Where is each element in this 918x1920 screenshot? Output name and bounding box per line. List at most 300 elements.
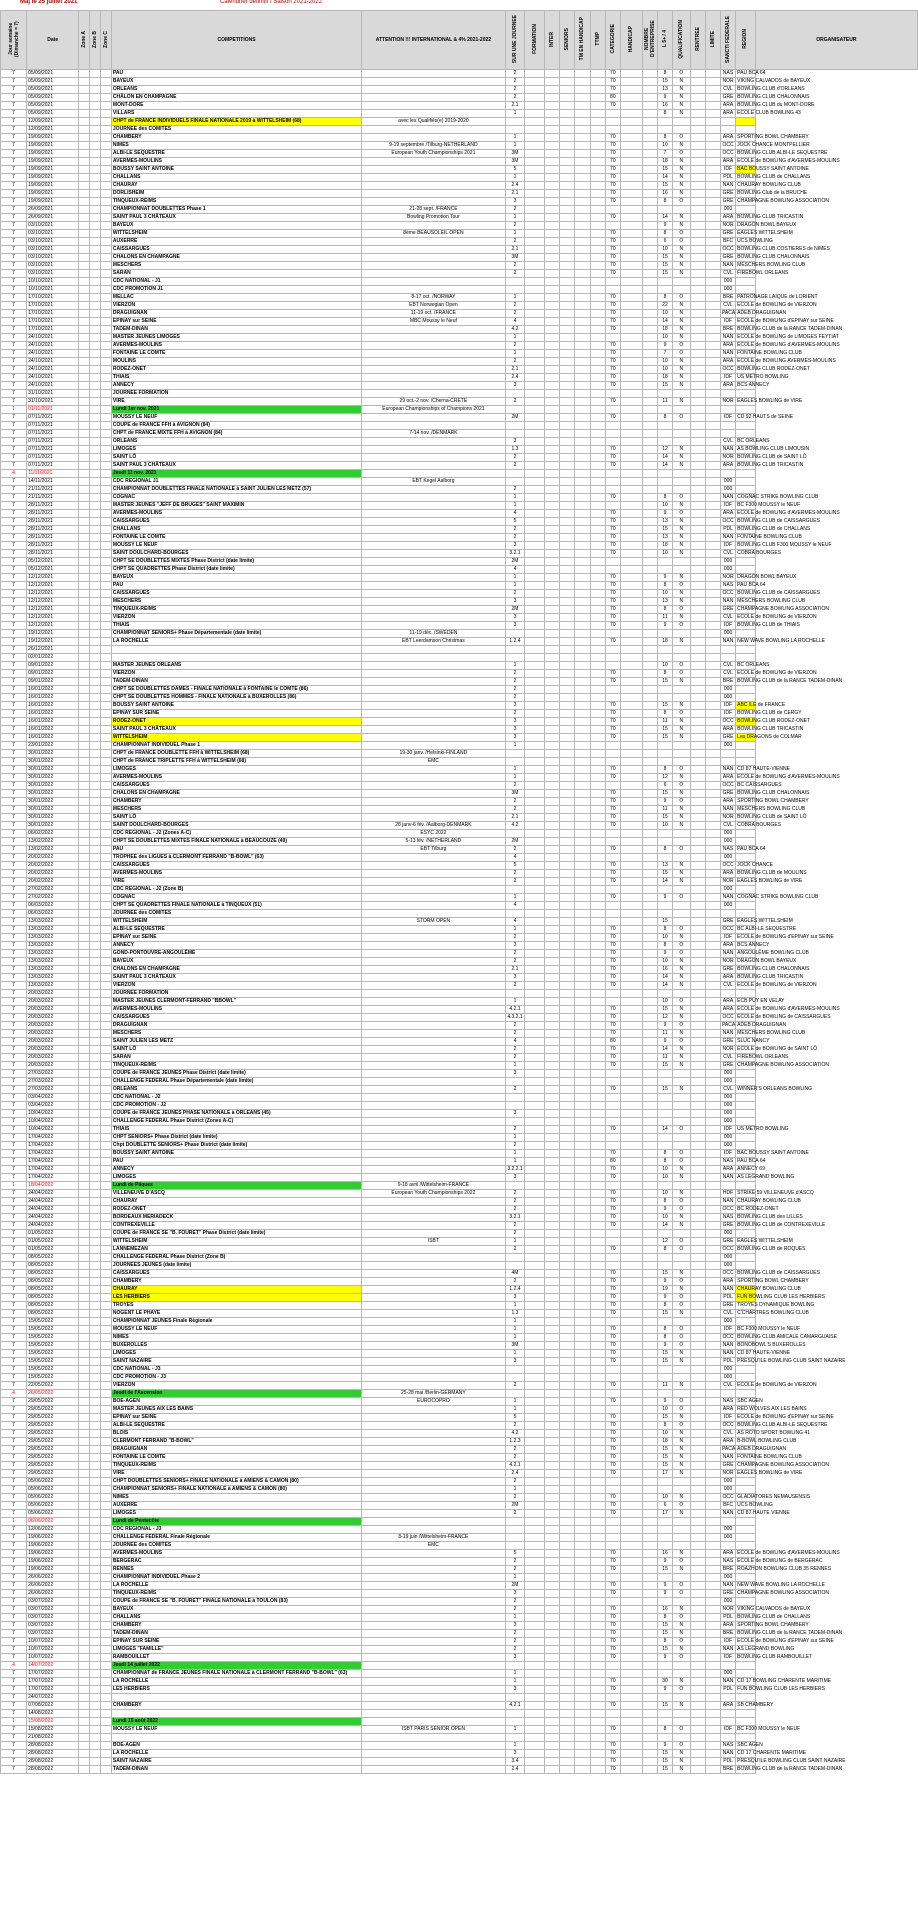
cell-zone-b[interactable] xyxy=(90,342,101,350)
cell-organisateur[interactable]: BOWLING CLUB des LILLES xyxy=(737,1214,803,1221)
cell-note[interactable] xyxy=(362,110,506,118)
cell-limite[interactable] xyxy=(690,1486,705,1494)
cell-rentree[interactable]: N xyxy=(673,1054,690,1062)
table-row[interactable] xyxy=(1,1574,918,1582)
cell-note[interactable] xyxy=(362,1086,506,1094)
cell-region[interactable]: OCC xyxy=(720,142,735,150)
cell-zone-b[interactable] xyxy=(90,1278,101,1286)
cell-formation[interactable] xyxy=(525,750,545,758)
cell-zone-b[interactable] xyxy=(90,566,101,574)
cell-categorie[interactable]: 70 xyxy=(605,1014,620,1022)
cell-handicap[interactable] xyxy=(620,214,642,222)
cell-entreprise[interactable] xyxy=(642,230,657,238)
cell-region[interactable] xyxy=(720,750,735,758)
cell-qualification[interactable] xyxy=(657,390,672,398)
cell-zone-a[interactable] xyxy=(79,1718,90,1726)
cell-organisateur[interactable]: WINNER'S ORLEANS BOWLING xyxy=(737,1086,813,1093)
cell-handicap[interactable] xyxy=(620,846,642,854)
cell-organisateur[interactable]: BOWLING CLUB RODEZ-ONET xyxy=(737,366,810,373)
table-row[interactable] xyxy=(1,966,918,974)
cell-note[interactable] xyxy=(362,254,506,262)
cell-zone-a[interactable] xyxy=(79,590,90,598)
cell-date[interactable]: 27/03/2022 xyxy=(27,1078,79,1086)
cell-zone-b[interactable] xyxy=(90,278,101,286)
cell-limite[interactable] xyxy=(690,718,705,726)
cell-zone-b[interactable] xyxy=(90,446,101,454)
cell-inter[interactable] xyxy=(544,1574,559,1582)
table-row[interactable] xyxy=(1,862,918,870)
cell-semaine[interactable]: 7 xyxy=(1,1678,27,1686)
cell-formation[interactable] xyxy=(525,790,545,798)
cell-seniors[interactable] xyxy=(560,822,575,830)
cell-semaine[interactable]: 7 xyxy=(1,1406,27,1414)
cell-rentree[interactable] xyxy=(673,1574,690,1582)
cell-tmp[interactable] xyxy=(590,374,605,382)
cell-region[interactable]: IDF xyxy=(720,374,735,382)
cell-qualification[interactable]: 18 xyxy=(657,326,672,334)
cell-zone-b[interactable] xyxy=(90,726,101,734)
cell-handicap[interactable] xyxy=(620,534,642,542)
cell-date[interactable]: 16/01/2022 xyxy=(27,726,79,734)
cell-semaine[interactable]: 7 xyxy=(1,1102,27,1110)
table-row[interactable] xyxy=(1,1478,918,1486)
cell-categorie[interactable]: 70 xyxy=(605,510,620,518)
cell-note[interactable] xyxy=(362,166,506,174)
cell-region[interactable]: NAN xyxy=(720,1646,735,1654)
cell-rentree[interactable]: N xyxy=(673,542,690,550)
cell-seniors[interactable] xyxy=(560,678,575,686)
cell-sur-une-journee[interactable] xyxy=(505,1662,525,1670)
cell-tmp[interactable] xyxy=(590,174,605,182)
cell-rentree[interactable] xyxy=(673,1374,690,1382)
cell-region[interactable]: GRE xyxy=(720,254,735,262)
cell-formation[interactable] xyxy=(525,1302,545,1310)
cell-region[interactable]: 000 xyxy=(720,278,735,286)
cell-zone-a[interactable] xyxy=(79,574,90,582)
table-row[interactable] xyxy=(1,558,918,566)
cell-date[interactable]: 14/07/2022 xyxy=(27,1662,79,1670)
cell-semaine[interactable]: 7 xyxy=(1,174,27,182)
cell-note[interactable] xyxy=(362,198,506,206)
cell-date[interactable]: 17/07/2022 xyxy=(27,1678,79,1686)
cell-handicap[interactable] xyxy=(620,166,642,174)
cell-sanction[interactable] xyxy=(705,190,720,198)
cell-sanction[interactable] xyxy=(705,286,720,294)
cell-tm-handicap[interactable] xyxy=(575,206,590,214)
cell-competition[interactable]: BUXEROLLES xyxy=(111,1342,361,1350)
cell-rentree[interactable] xyxy=(673,1710,690,1718)
cell-qualification[interactable]: 15 xyxy=(657,1086,672,1094)
cell-zone-c[interactable] xyxy=(101,902,112,910)
cell-note[interactable] xyxy=(362,1470,506,1478)
cell-inter[interactable] xyxy=(544,1118,559,1126)
cell-tmp[interactable] xyxy=(590,1470,605,1478)
cell-handicap[interactable] xyxy=(620,750,642,758)
cell-qualification[interactable]: 9 xyxy=(657,1590,672,1598)
cell-sanction[interactable] xyxy=(705,1438,720,1446)
cell-semaine[interactable]: 7 xyxy=(1,574,27,582)
cell-handicap[interactable] xyxy=(620,1646,642,1654)
cell-categorie[interactable]: 70 xyxy=(605,198,620,206)
cell-tmp[interactable] xyxy=(590,1094,605,1102)
cell-rentree[interactable]: N xyxy=(673,446,690,454)
table-row[interactable] xyxy=(1,622,918,630)
cell-zone-a[interactable] xyxy=(79,1358,90,1366)
cell-sanction[interactable] xyxy=(705,1158,720,1166)
cell-entreprise[interactable] xyxy=(642,486,657,494)
cell-entreprise[interactable] xyxy=(642,94,657,102)
cell-region[interactable]: 000 xyxy=(720,1598,735,1606)
cell-zone-b[interactable] xyxy=(90,1110,101,1118)
cell-seniors[interactable] xyxy=(560,1606,575,1614)
cell-handicap[interactable] xyxy=(620,566,642,574)
cell-note[interactable] xyxy=(362,886,506,894)
cell-date[interactable]: 24/04/2022 xyxy=(27,1198,79,1206)
cell-seniors[interactable] xyxy=(560,238,575,246)
cell-semaine[interactable]: 7 xyxy=(1,502,27,510)
table-row[interactable] xyxy=(1,1670,918,1678)
cell-entreprise[interactable] xyxy=(642,1006,657,1014)
cell-handicap[interactable] xyxy=(620,662,642,670)
cell-inter[interactable] xyxy=(544,974,559,982)
cell-zone-b[interactable] xyxy=(90,1670,101,1678)
cell-sur-une-journee[interactable]: 3 xyxy=(505,1294,525,1302)
cell-sanction[interactable] xyxy=(705,1270,720,1278)
cell-zone-c[interactable] xyxy=(101,718,112,726)
cell-sur-une-journee[interactable]: 3 xyxy=(505,438,525,446)
cell-note[interactable] xyxy=(362,1246,506,1254)
cell-rentree[interactable] xyxy=(673,126,690,134)
cell-semaine[interactable]: 7 xyxy=(1,86,27,94)
cell-semaine[interactable]: 7 xyxy=(1,382,27,390)
cell-semaine[interactable]: 7 xyxy=(1,798,27,806)
cell-zone-a[interactable] xyxy=(79,1534,90,1542)
cell-sur-une-journee[interactable]: 2 xyxy=(505,1454,525,1462)
cell-tmp[interactable] xyxy=(590,1246,605,1254)
cell-entreprise[interactable] xyxy=(642,1350,657,1358)
cell-sanction[interactable] xyxy=(705,1678,720,1686)
cell-competition[interactable]: MASTER JEUNES "JEFF DE BRUGES" SAINT MAXIMIN xyxy=(111,502,361,510)
cell-semaine[interactable]: 7 xyxy=(1,158,27,166)
cell-region[interactable]: CVL xyxy=(720,1054,735,1062)
cell-semaine[interactable]: 7 xyxy=(1,1286,27,1294)
cell-formation[interactable] xyxy=(525,1470,545,1478)
cell-organisateur[interactable] xyxy=(736,1598,756,1606)
cell-limite[interactable] xyxy=(690,1550,705,1558)
cell-rentree[interactable]: N xyxy=(673,462,690,470)
cell-tmp[interactable] xyxy=(590,1486,605,1494)
cell-seniors[interactable] xyxy=(560,1534,575,1542)
cell-limite[interactable] xyxy=(690,1614,705,1622)
cell-competition[interactable]: FONTAINE LE COMTE xyxy=(111,350,361,358)
cell-competition[interactable]: DRAGUIGNAN xyxy=(111,1022,361,1030)
cell-tm-handicap[interactable] xyxy=(575,1534,590,1542)
cell-date[interactable]: 24/10/2021 xyxy=(27,382,79,390)
cell-region[interactable]: 000 xyxy=(720,206,735,214)
cell-seniors[interactable] xyxy=(560,438,575,446)
cell-sur-une-journee[interactable]: 3.2.1 xyxy=(505,550,525,558)
cell-sanction[interactable] xyxy=(705,1054,720,1062)
cell-date[interactable]: 12/12/2021 xyxy=(27,598,79,606)
cell-categorie[interactable]: 70 xyxy=(605,1606,620,1614)
cell-zone-a[interactable] xyxy=(79,1078,90,1086)
cell-tmp[interactable] xyxy=(590,1742,605,1750)
cell-qualification[interactable]: 15 xyxy=(657,182,672,190)
cell-tm-handicap[interactable] xyxy=(575,606,590,614)
cell-rentree[interactable] xyxy=(673,742,690,750)
cell-note[interactable] xyxy=(362,550,506,558)
cell-sur-une-journee[interactable] xyxy=(505,630,525,638)
cell-tm-handicap[interactable] xyxy=(575,1374,590,1382)
cell-handicap[interactable] xyxy=(620,334,642,342)
cell-semaine[interactable]: 7 xyxy=(1,966,27,974)
cell-formation[interactable] xyxy=(525,1710,545,1718)
cell-zone-a[interactable] xyxy=(79,1726,90,1734)
cell-handicap[interactable] xyxy=(620,1198,642,1206)
cell-competition[interactable]: EPINAY SUR SEINE xyxy=(111,710,361,718)
cell-date[interactable]: 19/09/2021 xyxy=(27,150,79,158)
cell-qualification[interactable]: 9 xyxy=(657,342,672,350)
cell-limite[interactable] xyxy=(690,1294,705,1302)
cell-tmp[interactable] xyxy=(590,1614,605,1622)
cell-rentree[interactable] xyxy=(673,1254,690,1262)
cell-zone-a[interactable] xyxy=(79,1334,90,1342)
cell-sur-une-journee[interactable]: 2 xyxy=(505,94,525,102)
cell-limite[interactable] xyxy=(690,1174,705,1182)
cell-tmp[interactable] xyxy=(590,1398,605,1406)
cell-qualification[interactable] xyxy=(657,1366,672,1374)
cell-sanction[interactable] xyxy=(705,166,720,174)
cell-rentree[interactable]: N xyxy=(673,190,690,198)
cell-competition[interactable]: COGNAC xyxy=(111,894,361,902)
cell-rentree[interactable] xyxy=(673,838,690,846)
cell-zone-c[interactable] xyxy=(101,294,112,302)
cell-competition[interactable]: CHAMPIONNAT JEUNES Finale Régionale xyxy=(111,1318,361,1326)
cell-seniors[interactable] xyxy=(560,1518,575,1526)
cell-zone-a[interactable] xyxy=(79,230,90,238)
cell-tmp[interactable] xyxy=(590,222,605,230)
cell-formation[interactable] xyxy=(525,966,545,974)
cell-zone-b[interactable] xyxy=(90,822,101,830)
cell-zone-c[interactable] xyxy=(101,1062,112,1070)
cell-limite[interactable] xyxy=(690,94,705,102)
cell-region[interactable]: ARA xyxy=(720,342,735,350)
cell-qualification[interactable]: 15 xyxy=(657,270,672,278)
cell-organisateur[interactable] xyxy=(736,406,756,414)
cell-semaine[interactable]: 7 xyxy=(1,718,27,726)
cell-zone-a[interactable] xyxy=(79,702,90,710)
cell-date[interactable]: 20/02/2022 xyxy=(27,878,79,886)
cell-categorie[interactable]: 70 xyxy=(605,1222,620,1230)
cell-zone-b[interactable] xyxy=(90,1430,101,1438)
cell-semaine[interactable]: 7 xyxy=(1,638,27,646)
cell-handicap[interactable] xyxy=(620,110,642,118)
cell-tmp[interactable] xyxy=(590,1334,605,1342)
cell-date[interactable]: 29/05/2022 xyxy=(27,1470,79,1478)
cell-handicap[interactable] xyxy=(620,150,642,158)
table-row[interactable] xyxy=(1,1094,918,1102)
cell-limite[interactable] xyxy=(690,406,705,414)
cell-region[interactable]: ARA xyxy=(720,1406,735,1414)
cell-tm-handicap[interactable] xyxy=(575,750,590,758)
cell-semaine[interactable]: 7 xyxy=(1,1502,27,1510)
cell-sanction[interactable] xyxy=(705,1646,720,1654)
cell-organisateur[interactable]: BOWLING CLUB d'ORLEANS xyxy=(737,86,805,93)
cell-limite[interactable] xyxy=(690,910,705,918)
cell-note[interactable] xyxy=(362,470,506,478)
cell-competition[interactable]: CHPT de FRANCE TRIPLETTE FFH à WITTELSHEIM (68) xyxy=(111,758,361,766)
cell-entreprise[interactable] xyxy=(642,830,657,838)
cell-date[interactable]: 27/02/2022 xyxy=(27,886,79,894)
cell-competition[interactable]: AVERMES-MOULINS xyxy=(111,510,361,518)
cell-tmp[interactable] xyxy=(590,502,605,510)
cell-tm-handicap[interactable] xyxy=(575,1454,590,1462)
cell-semaine[interactable]: 7 xyxy=(1,446,27,454)
cell-sanction[interactable] xyxy=(705,686,720,694)
table-row[interactable] xyxy=(1,590,918,598)
cell-qualification[interactable]: 15 xyxy=(657,1702,672,1710)
cell-date[interactable]: 30/01/2022 xyxy=(27,766,79,774)
cell-semaine[interactable]: 7 xyxy=(1,1542,27,1550)
cell-tmp[interactable] xyxy=(590,534,605,542)
cell-rentree[interactable] xyxy=(673,1670,690,1678)
cell-zone-a[interactable] xyxy=(79,174,90,182)
cell-sanction[interactable] xyxy=(705,1494,720,1502)
cell-organisateur[interactable]: FONTAINE BOWLING CLUB xyxy=(737,1454,802,1461)
cell-region[interactable]: 000 xyxy=(720,1486,735,1494)
cell-handicap[interactable] xyxy=(620,1334,642,1342)
cell-tmp[interactable] xyxy=(590,670,605,678)
cell-limite[interactable] xyxy=(690,758,705,766)
table-row[interactable] xyxy=(1,150,918,158)
cell-qualification[interactable]: 8 xyxy=(657,1614,672,1622)
cell-zone-c[interactable] xyxy=(101,854,112,862)
cell-qualification[interactable]: 8 xyxy=(657,1638,672,1646)
cell-formation[interactable] xyxy=(525,1054,545,1062)
cell-sur-une-journee[interactable]: 3 xyxy=(505,1622,525,1630)
cell-tm-handicap[interactable] xyxy=(575,870,590,878)
cell-entreprise[interactable] xyxy=(642,1262,657,1270)
cell-region[interactable]: GRE xyxy=(720,190,735,198)
cell-rentree[interactable]: N xyxy=(673,270,690,278)
cell-organisateur[interactable]: Les DRAGONS de COLMAR xyxy=(737,734,802,741)
cell-organisateur[interactable]: NEW WAVE BOWLING LA ROCHELLE xyxy=(737,1582,825,1589)
cell-zone-b[interactable] xyxy=(90,1222,101,1230)
cell-note[interactable] xyxy=(362,1318,506,1326)
cell-seniors[interactable] xyxy=(560,382,575,390)
cell-zone-c[interactable] xyxy=(101,1006,112,1014)
cell-date[interactable]: 19/09/2021 xyxy=(27,190,79,198)
cell-competition[interactable]: CHAMPIONNAT INDIVIDUEL Phase 1 xyxy=(111,742,361,750)
cell-limite[interactable] xyxy=(690,1046,705,1054)
cell-semaine[interactable]: 7 xyxy=(1,190,27,198)
cell-zone-a[interactable] xyxy=(79,974,90,982)
cell-tm-handicap[interactable] xyxy=(575,918,590,926)
cell-tm-handicap[interactable] xyxy=(575,982,590,990)
table-row[interactable] xyxy=(1,1518,918,1526)
cell-tmp[interactable] xyxy=(590,430,605,438)
cell-qualification[interactable]: 10 xyxy=(657,310,672,318)
cell-inter[interactable] xyxy=(544,286,559,294)
cell-region[interactable] xyxy=(720,910,735,918)
cell-inter[interactable] xyxy=(544,318,559,326)
cell-inter[interactable] xyxy=(544,350,559,358)
cell-seniors[interactable] xyxy=(560,1670,575,1678)
table-row[interactable] xyxy=(1,918,918,926)
cell-categorie[interactable] xyxy=(605,646,620,654)
cell-note[interactable]: EBT Norwegian Open xyxy=(362,302,506,310)
cell-note[interactable] xyxy=(362,1478,506,1486)
table-row[interactable] xyxy=(1,342,918,350)
table-row[interactable] xyxy=(1,422,918,430)
cell-handicap[interactable] xyxy=(620,758,642,766)
cell-note[interactable] xyxy=(362,126,506,134)
table-row[interactable] xyxy=(1,606,918,614)
cell-seniors[interactable] xyxy=(560,662,575,670)
cell-formation[interactable] xyxy=(525,982,545,990)
cell-tmp[interactable] xyxy=(590,1054,605,1062)
table-row[interactable] xyxy=(1,758,918,766)
cell-semaine[interactable]: 7 xyxy=(1,1262,27,1270)
cell-zone-a[interactable] xyxy=(79,1158,90,1166)
cell-region[interactable]: OCC xyxy=(720,1206,735,1214)
cell-region[interactable]: IDF xyxy=(720,318,735,326)
cell-zone-a[interactable] xyxy=(79,462,90,470)
cell-zone-a[interactable] xyxy=(79,150,90,158)
cell-region[interactable]: NAN xyxy=(720,894,735,902)
cell-date[interactable]: 24/04/2022 xyxy=(27,1206,79,1214)
cell-zone-c[interactable] xyxy=(101,598,112,606)
cell-sanction[interactable] xyxy=(705,110,720,118)
cell-tmp[interactable] xyxy=(590,910,605,918)
cell-region[interactable]: 000 xyxy=(720,1070,735,1078)
cell-handicap[interactable] xyxy=(620,1350,642,1358)
cell-entreprise[interactable] xyxy=(642,182,657,190)
cell-entreprise[interactable] xyxy=(642,1342,657,1350)
cell-organisateur[interactable]: UCS BOWLING xyxy=(737,1502,773,1509)
table-row[interactable] xyxy=(1,766,918,774)
cell-tmp[interactable] xyxy=(590,1766,605,1774)
cell-handicap[interactable] xyxy=(620,1078,642,1086)
cell-note[interactable] xyxy=(362,950,506,958)
cell-sanction[interactable] xyxy=(705,1302,720,1310)
cell-date[interactable]: 31/10/2021 xyxy=(27,398,79,406)
cell-qualification[interactable]: 10 xyxy=(657,1166,672,1174)
cell-formation[interactable] xyxy=(525,974,545,982)
cell-note[interactable] xyxy=(362,1734,506,1742)
cell-rentree[interactable]: N xyxy=(673,870,690,878)
cell-sanction[interactable] xyxy=(705,174,720,182)
cell-note[interactable] xyxy=(362,334,506,342)
table-row[interactable] xyxy=(1,534,918,542)
cell-tm-handicap[interactable] xyxy=(575,806,590,814)
cell-seniors[interactable] xyxy=(560,782,575,790)
cell-handicap[interactable] xyxy=(620,1070,642,1078)
cell-categorie[interactable]: 70 xyxy=(605,798,620,806)
cell-categorie[interactable] xyxy=(605,1406,620,1414)
cell-date[interactable]: 08/05/2022 xyxy=(27,1262,79,1270)
cell-limite[interactable] xyxy=(690,766,705,774)
cell-sur-une-journee[interactable]: 5 xyxy=(505,1414,525,1422)
cell-organisateur[interactable]: BOWLING CLUB de CHALLANS xyxy=(737,526,811,533)
cell-zone-a[interactable] xyxy=(79,1590,90,1598)
cell-handicap[interactable] xyxy=(620,134,642,142)
cell-qualification[interactable]: 15 xyxy=(657,1766,672,1774)
cell-inter[interactable] xyxy=(544,374,559,382)
cell-note[interactable] xyxy=(362,1350,506,1358)
cell-entreprise[interactable] xyxy=(642,782,657,790)
cell-limite[interactable] xyxy=(690,334,705,342)
